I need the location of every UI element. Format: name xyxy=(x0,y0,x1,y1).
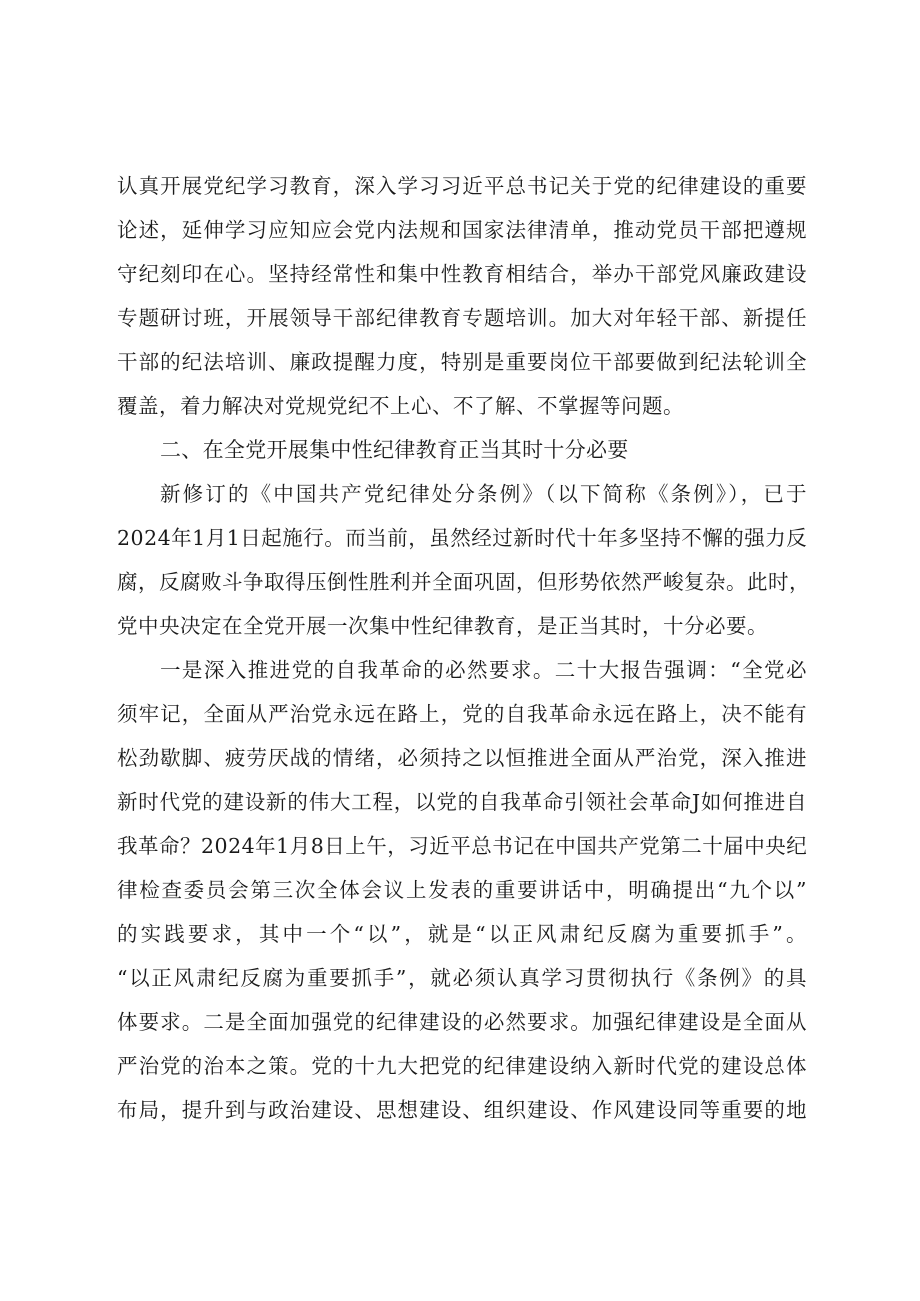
paragraph-line: 一是深入推进党的自我革命的必然要求。二十大报告强调：“全党必 xyxy=(160,658,807,682)
paragraph-line: 新修订的《中国共产党纪律处分条例》（以下简称《条例》），已于 xyxy=(160,482,807,506)
paragraph-line: 布局，提升到与政治建设、思想建设、组织建设、作风建设同等重要的地 xyxy=(117,1098,807,1122)
paragraph-line: 认真开展党纪学习教育，深入学习习近平总书记关于党的纪律建设的重要 xyxy=(117,174,807,198)
paragraph-line: 守纪刻印在心。坚持经常性和集中性教育相结合，举办干部党风廉政建设 xyxy=(117,262,807,286)
paragraph-line: 2024年1月1日起施行。而当前，虽然经过新时代十年多坚持不懈的强力反 xyxy=(117,526,808,550)
paragraph-line: 我革命？2024年1月8日上午，习近平总书记在中国共产党第二十届中央纪 xyxy=(117,834,808,858)
paragraph-line: 严治党的治本之策。党的十九大把党的纪律建设纳入新时代党的建设总体 xyxy=(117,1054,807,1078)
paragraph-line: 专题研讨班，开展领导干部纪律教育专题培训。加大对年轻干部、新提任 xyxy=(117,306,807,330)
paragraph-line: 须牢记，全面从严治党永远在路上，党的自我革命永远在路上，决不能有 xyxy=(117,702,807,726)
section-heading: 二、在全党开展集中性纪律教育正当其时十分必要 xyxy=(160,438,629,462)
paragraph-line: 律检查委员会第三次全体会议上发表的重要讲话中，明确提出“九个以” xyxy=(117,878,807,902)
paragraph-line: 覆盖，着力解决对党规党纪不上心、不了解、不掌握等问题。 xyxy=(117,394,684,418)
paragraph-line: 腐，反腐败斗争取得压倒性胜利并全面巩固，但形势依然严峻复杂。此时， xyxy=(117,570,810,594)
paragraph-line: 党中央决定在全党开展一次集中性纪律教育，是正当其时，十分必要。 xyxy=(117,614,768,638)
paragraph-line: 论述，延伸学习应知应会党内法规和国家法律清单，推动党员干部把遵规 xyxy=(117,218,807,242)
paragraph-line: 新时代党的建设新的伟大工程，以党的自我革命引领社会革命J如何推进自 xyxy=(117,790,807,814)
paragraph-line: 体要求。二是全面加强党的纪律建设的必然要求。加强纪律建设是全面从 xyxy=(117,1010,807,1034)
paragraph-line: 的实践要求，其中一个“以”，就是“以正风肃纪反腐为重要抓手”。 xyxy=(117,922,807,946)
paragraph-line: “以正风肃纪反腐为重要抓手”，就必须认真学习贯彻执行《条例》的具 xyxy=(117,966,807,990)
paragraph-line: 松劲歇脚、疲劳厌战的情绪，必须持之以恒推进全面从严治党，深入推进 xyxy=(117,746,807,770)
paragraph-line: 干部的纪法培训、廉政提醒力度，特别是重要岗位干部要做到纪法轮训全 xyxy=(117,350,807,374)
